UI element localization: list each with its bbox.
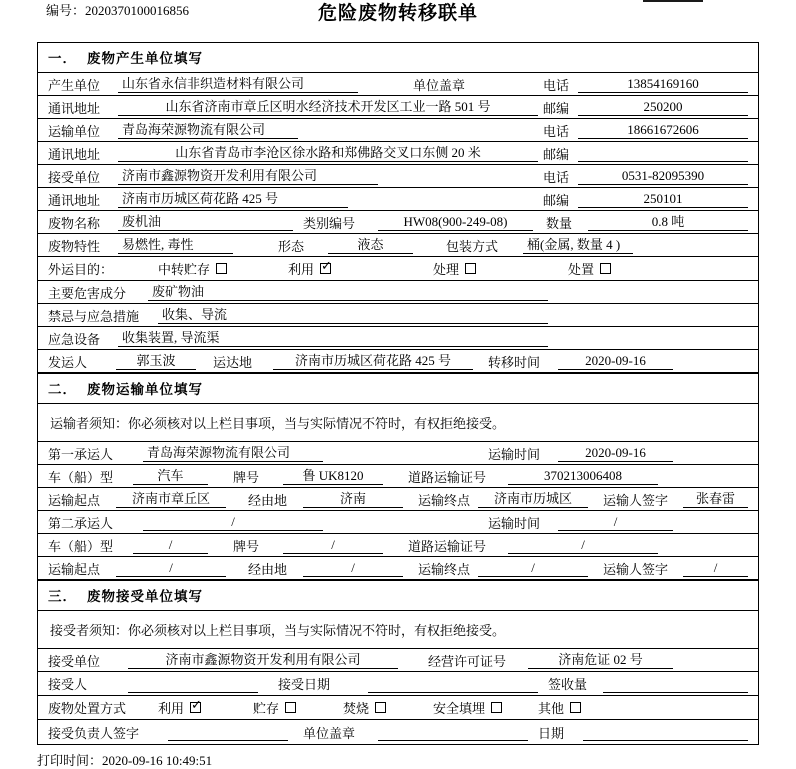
field-label: 邮编 [543,146,570,162]
section-2-title: 废物运输单位填写 [87,382,203,397]
checkbox-disposal-incinerate[interactable] [375,702,386,713]
carrier2-via-value[interactable]: / [303,559,403,577]
receiving-unit-value[interactable]: 济南市鑫源物资开发利用有限公司 [128,651,398,669]
page-title: 危险废物转移联单 [317,3,478,24]
transport-address-value[interactable]: 山东省青岛市李沧区徐水路和郑佛路交叉口东侧 20 米 [118,144,538,162]
table-row [38,281,758,304]
field-label: 车（船）型 [48,538,114,554]
table-row [38,73,758,96]
field-label: 签收量 [548,677,588,692]
sender-name-value[interactable]: 郭玉波 [116,352,196,370]
field-label: 第二承运人 [48,515,114,531]
transport-unit-value[interactable]: 青岛海荣源物流有限公司 [118,121,298,139]
table-row [38,696,758,720]
carrier1-vehicle-type-value[interactable]: 汽车 [133,467,208,485]
table-row [38,304,758,327]
option-label: 其他 [538,701,565,716]
table-row [38,211,758,234]
section-3-number: 三． [48,589,77,604]
field-label: 接受日期 [278,677,331,692]
table-row [38,511,758,534]
field-label: 运输起点 [48,561,101,577]
field-label: 禁忌与应急措施 [48,308,140,324]
table-row [38,188,758,211]
receive-date-value[interactable] [368,675,538,693]
carrier1-signature-value[interactable]: 张春雷 [683,490,748,508]
option-label: 处置 [568,262,595,277]
field-label: 经由地 [248,561,288,577]
emergency-measures-value[interactable]: 收集、导流 [158,306,548,324]
transfer-date-value[interactable]: 2020-09-16 [558,352,673,370]
destination-value[interactable]: 济南市历城区荷花路 425 号 [273,352,473,370]
doc-number-label: 编号： [46,3,86,18]
section-3-title: 废物接受单位填写 [87,589,203,604]
checkbox-treat[interactable] [465,263,476,274]
table-row [38,234,758,257]
print-time [37,750,212,769]
field-label: 运输时间 [488,515,541,531]
business-license-value[interactable]: 济南危证 02 号 [528,651,673,669]
receiver-unit-value[interactable]: 济南市鑫源物资开发利用有限公司 [118,167,378,185]
field-label: 产生单位 [48,77,101,93]
field-label: 第一承运人 [48,446,114,462]
field-label: 电话 [543,77,570,93]
field-label: 通讯地址 [48,100,101,116]
table-row [38,350,758,373]
print-time-value: 2020-09-16 10:49:51 [102,753,213,768]
field-label: 接受负责人签字 [48,725,140,741]
receiver-manager-signature-value[interactable] [168,723,288,741]
field-label: 运输人签字 [603,561,669,577]
section-2-header [38,373,758,404]
field-label: 转移时间 [488,354,541,370]
carrier2-road-permit-value[interactable]: / [508,536,658,554]
carrier2-origin-value[interactable]: / [116,559,226,577]
field-label: 运输终点 [418,561,471,577]
table-row [38,257,758,281]
carrier1-plate-value[interactable]: 鲁 UK8120 [283,467,383,485]
field-label: 牌号 [233,538,260,554]
carrier1-name-value[interactable]: 青岛海荣源物流有限公司 [143,444,323,462]
field-label: 运输起点 [48,492,101,508]
section-2-number: 二． [48,382,77,397]
section-1-number: 一． [48,51,77,66]
field-label: 接受单位 [48,169,101,185]
field-label: 电话 [543,169,570,185]
emergency-equipment-value[interactable]: 收集装置, 导流渠 [118,329,548,347]
field-label: 运达地 [213,354,253,370]
field-label: 形态 [278,238,305,254]
option-label: 利用 [158,701,185,716]
option-label: 贮存 [253,701,280,716]
table-row [38,96,758,119]
field-label: 日期 [538,725,565,741]
producer-unit-value[interactable]: 山东省永信非织造材料有限公司 [118,75,358,93]
receiver-stamp-value[interactable] [378,723,528,741]
hazard-component-value[interactable]: 废矿物油 [148,283,548,301]
carrier1-date-value[interactable]: 2020-09-16 [558,444,673,462]
table-row [38,720,758,744]
field-label: 废物处置方式 [48,701,127,716]
table-row [38,119,758,142]
field-label: 数量 [546,215,573,231]
field-label: 道路运输证号 [408,469,487,485]
receiver-notice: 接受者须知：你必须核对以上栏目事项，当与实际情况不符时，有权拒绝接受。 [50,623,506,638]
field-label: 废物特性 [48,238,101,254]
receiver-postcode-value[interactable]: 250101 [578,190,748,208]
corner-stamp [643,0,703,2]
table-row [38,442,758,465]
table-row [38,465,758,488]
field-label: 经由地 [248,492,288,508]
field-label: 牌号 [233,469,260,485]
option-label: 中转贮存 [158,262,211,277]
waste-property-value[interactable]: 易燃性, 毒性 [118,236,233,254]
checkbox-disposal-utilize[interactable] [190,702,201,713]
field-label: 包装方式 [446,238,499,254]
print-time-label: 打印时间： [37,753,103,768]
section-1-header [38,43,758,73]
field-label: 经营许可证号 [428,653,507,669]
field-label: 类别编号 [303,215,356,231]
table-row [38,327,758,350]
carrier1-road-permit-value[interactable]: 370213006408 [508,467,658,485]
field-label: 通讯地址 [48,192,101,208]
form-table [37,42,759,745]
checkbox-transfer-storage[interactable] [216,263,227,274]
field-label: 道路运输证号 [408,538,487,554]
document-header [0,0,796,34]
transport-phone-value[interactable]: 18661672606 [578,121,748,139]
section-1-title: 废物产生单位填写 [87,51,203,66]
waste-name-value[interactable]: 废机油 [118,213,293,231]
field-label: 废物名称 [48,215,101,231]
field-label: 通讯地址 [48,146,101,162]
field-label: 单位盖章 [303,725,356,741]
option-label: 利用 [288,262,315,277]
producer-postcode-value[interactable]: 250200 [578,98,748,116]
transport-postcode-value[interactable] [578,144,748,162]
receiver-notice-row [38,611,758,649]
table-row [38,557,758,580]
waste-category-code-value[interactable]: HW08(900-249-08) [378,213,533,231]
carrier1-via-value[interactable]: 济南 [303,490,403,508]
carrier2-signature-value[interactable]: / [683,559,748,577]
field-label: 车（船）型 [48,469,114,485]
field-label: 运输时间 [488,446,541,462]
carrier2-terminus-value[interactable]: / [478,559,588,577]
transporter-notice-row [38,404,758,442]
field-label: 应急设备 [48,331,101,347]
field-label: 邮编 [543,100,570,116]
checkbox-disposal-storage[interactable] [285,702,296,713]
carrier2-plate-value[interactable]: / [283,536,383,554]
field-label: 运输终点 [418,492,471,508]
receiver-date-value[interactable] [583,723,748,741]
received-amount-value[interactable] [603,675,748,693]
receiver-address-value[interactable]: 济南市历城区荷花路 425 号 [118,190,348,208]
checkbox-disposal-landfill[interactable] [491,702,502,713]
transporter-notice: 运输者须知：你必须核对以上栏目事项，当与实际情况不符时，有权拒绝接受。 [50,416,506,431]
receiver-person-value[interactable] [128,675,258,693]
table-row [38,672,758,696]
checkbox-disposal-other[interactable] [570,702,581,713]
waste-quantity-value[interactable]: 0.8 吨 [588,213,748,231]
producer-phone-value[interactable]: 13854169160 [578,75,748,93]
field-label: 接受单位 [48,653,101,669]
table-row [38,488,758,511]
option-label: 焚烧 [343,701,370,716]
carrier2-vehicle-type-value[interactable]: / [133,536,208,554]
field-label: 接受人 [48,677,88,692]
waste-form-value[interactable]: 液态 [328,236,413,254]
carrier2-name-value[interactable]: / [143,513,323,531]
field-label: 发运人 [48,354,88,370]
doc-number-value: 2020370100016856 [85,3,190,18]
receiver-phone-value[interactable]: 0531-82095390 [578,167,748,185]
field-label: 邮编 [543,192,570,208]
option-label: 安全填埋 [433,701,486,716]
carrier1-terminus-value[interactable]: 济南市历城区 [478,490,588,508]
field-label: 运输人签字 [603,492,669,508]
section-3-header [38,580,758,611]
table-row [38,142,758,165]
field-label: 单位盖章 [413,77,466,93]
checkbox-dispose[interactable] [600,263,611,274]
table-row [38,165,758,188]
packaging-value[interactable]: 桶(金属, 数量 4 ) [523,236,633,254]
table-row [38,649,758,672]
field-label: 运输单位 [48,123,101,139]
carrier2-date-value[interactable]: / [558,513,673,531]
checkbox-utilize[interactable] [320,263,331,274]
field-label: 电话 [543,123,570,139]
option-label: 处理 [433,262,460,277]
producer-address-value[interactable]: 山东省济南市章丘区明水经济技术开发区工业一路 501 号 [118,98,538,116]
carrier1-origin-value[interactable]: 济南市章丘区 [116,490,226,508]
field-label: 主要危害成分 [48,285,127,301]
table-row [38,534,758,557]
field-label: 外运目的： [48,262,114,277]
